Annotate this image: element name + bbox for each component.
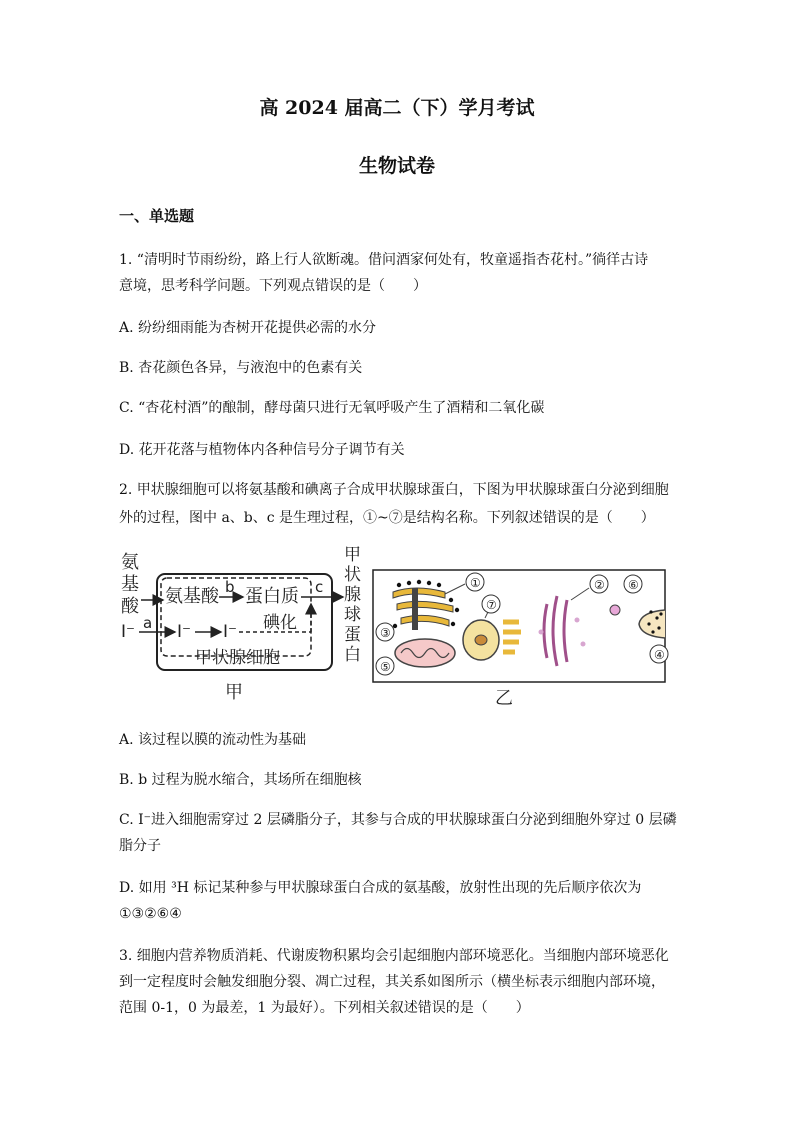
fig-label-c: c [315, 578, 324, 596]
q1-option-d: D. 花开花落与植物体内各种信号分子调节有关 [119, 442, 405, 458]
fig-iodide-in-2: I⁻ [223, 622, 237, 642]
svg-text:③: ③ [380, 626, 391, 640]
fig-output-3: 腺 [344, 585, 361, 605]
fig-input-amino-1: 氨 [121, 552, 139, 573]
fig-iodide-outside: I⁻ [121, 622, 135, 642]
fig-output-1: 甲 [344, 545, 361, 565]
q2-option-d-line1: D. 如用 ³H 标记某种参与甲状腺球蛋白合成的氨基酸，放射性出现的先后顺序依次为 [119, 880, 642, 896]
svg-text:⑤: ⑤ [380, 660, 391, 674]
exam-title: 高 2024 届高二（下）学月考试 [259, 97, 535, 119]
fig-output-5: 蛋 [344, 625, 361, 645]
q2-option-d-line2: ①③②⑥④ [119, 906, 182, 922]
fig-iodide-in-1: I⁻ [177, 622, 191, 642]
exam-subtitle: 生物试卷 [358, 155, 435, 177]
q2-figure [115, 540, 675, 710]
q2-stem-line1: 2. 甲状腺细胞可以将氨基酸和碘离子合成甲状腺球蛋白，下图为甲状腺球蛋白分泌到细胞 [119, 482, 669, 498]
fig-label-a: a [143, 614, 153, 632]
q2-stem-line2: 外的过程，图中 a、b、c 是生理过程，①~⑦是结构名称。下列叙述错误的是（ ） [119, 510, 655, 526]
fig-caption-left: 甲 [225, 682, 243, 703]
q2-option-b: B. b 过程为脱水缩合，其场所在细胞核 [119, 772, 362, 788]
q3-line1: 3. 细胞内营养物质消耗、代谢废物积累均会引起细胞内部环境恶化。当细胞内部环境恶化 [119, 948, 669, 964]
q2-option-c-line1: C. I⁻进入细胞需穿过 2 层磷脂分子，其参与合成的甲状腺球蛋白分泌到细胞外穿过 0 层磷 [119, 812, 677, 828]
svg-text:④: ④ [654, 648, 665, 662]
svg-text:②: ② [594, 578, 605, 592]
q3-line2: 到一定程度时会触发细胞分裂、凋亡过程，其关系如图所示（横坐标表示细胞内部环境， [119, 974, 665, 990]
vesicle-structure [610, 605, 620, 615]
svg-text:①: ① [470, 576, 481, 590]
fig-input-amino-2: 基 [121, 574, 139, 595]
rough-er-structure [393, 580, 459, 630]
fig-iodination: 碘化 [263, 613, 297, 633]
q1-stem-line2: 意境，思考科学问题。下列观点错误的是（ ） [119, 278, 427, 294]
section-heading: 一、单选题 [119, 207, 195, 225]
q1-option-b: B. 杏花颜色各异，与液泡中的色素有关 [119, 360, 363, 376]
q1-option-c: C. “杏花村酒”的酿制，酵母菌只进行无氧呼吸产生了酒精和二氧化碳 [119, 400, 545, 416]
q3-line3: 范围 0-1，0 为最差，1 为最好）。下列相关叙述错误的是（ ） [119, 1000, 530, 1016]
q1-stem-line1: 1. “清明时节雨纷纷，路上行人欲断魂。借问酒家何处有，牧童遥指杏花村。”徜徉古诗 [119, 252, 649, 268]
fig-amino-acid: 氨基酸 [165, 586, 219, 607]
svg-text:⑦: ⑦ [486, 598, 497, 612]
q1-option-a: A. 纷纷细雨能为杏树开花提供必需的水分 [119, 320, 377, 336]
fig-input-amino-3: 酸 [121, 596, 139, 617]
fig-cell-name: 甲状腺细胞 [195, 648, 280, 668]
fig-output-4: 球 [344, 605, 361, 625]
fig-caption-right: 乙 [495, 688, 513, 709]
fig-label-b: b [225, 578, 235, 596]
fig-output-6: 白 [344, 645, 361, 665]
q2-option-c-line2: 脂分子 [119, 838, 161, 854]
golgi-structure [544, 596, 567, 666]
q2-option-a: A. 该过程以膜的流动性为基础 [119, 732, 307, 748]
fig-protein: 蛋白质 [245, 586, 299, 607]
fig-output-2: 状 [344, 565, 361, 585]
svg-text:⑥: ⑥ [628, 578, 639, 592]
